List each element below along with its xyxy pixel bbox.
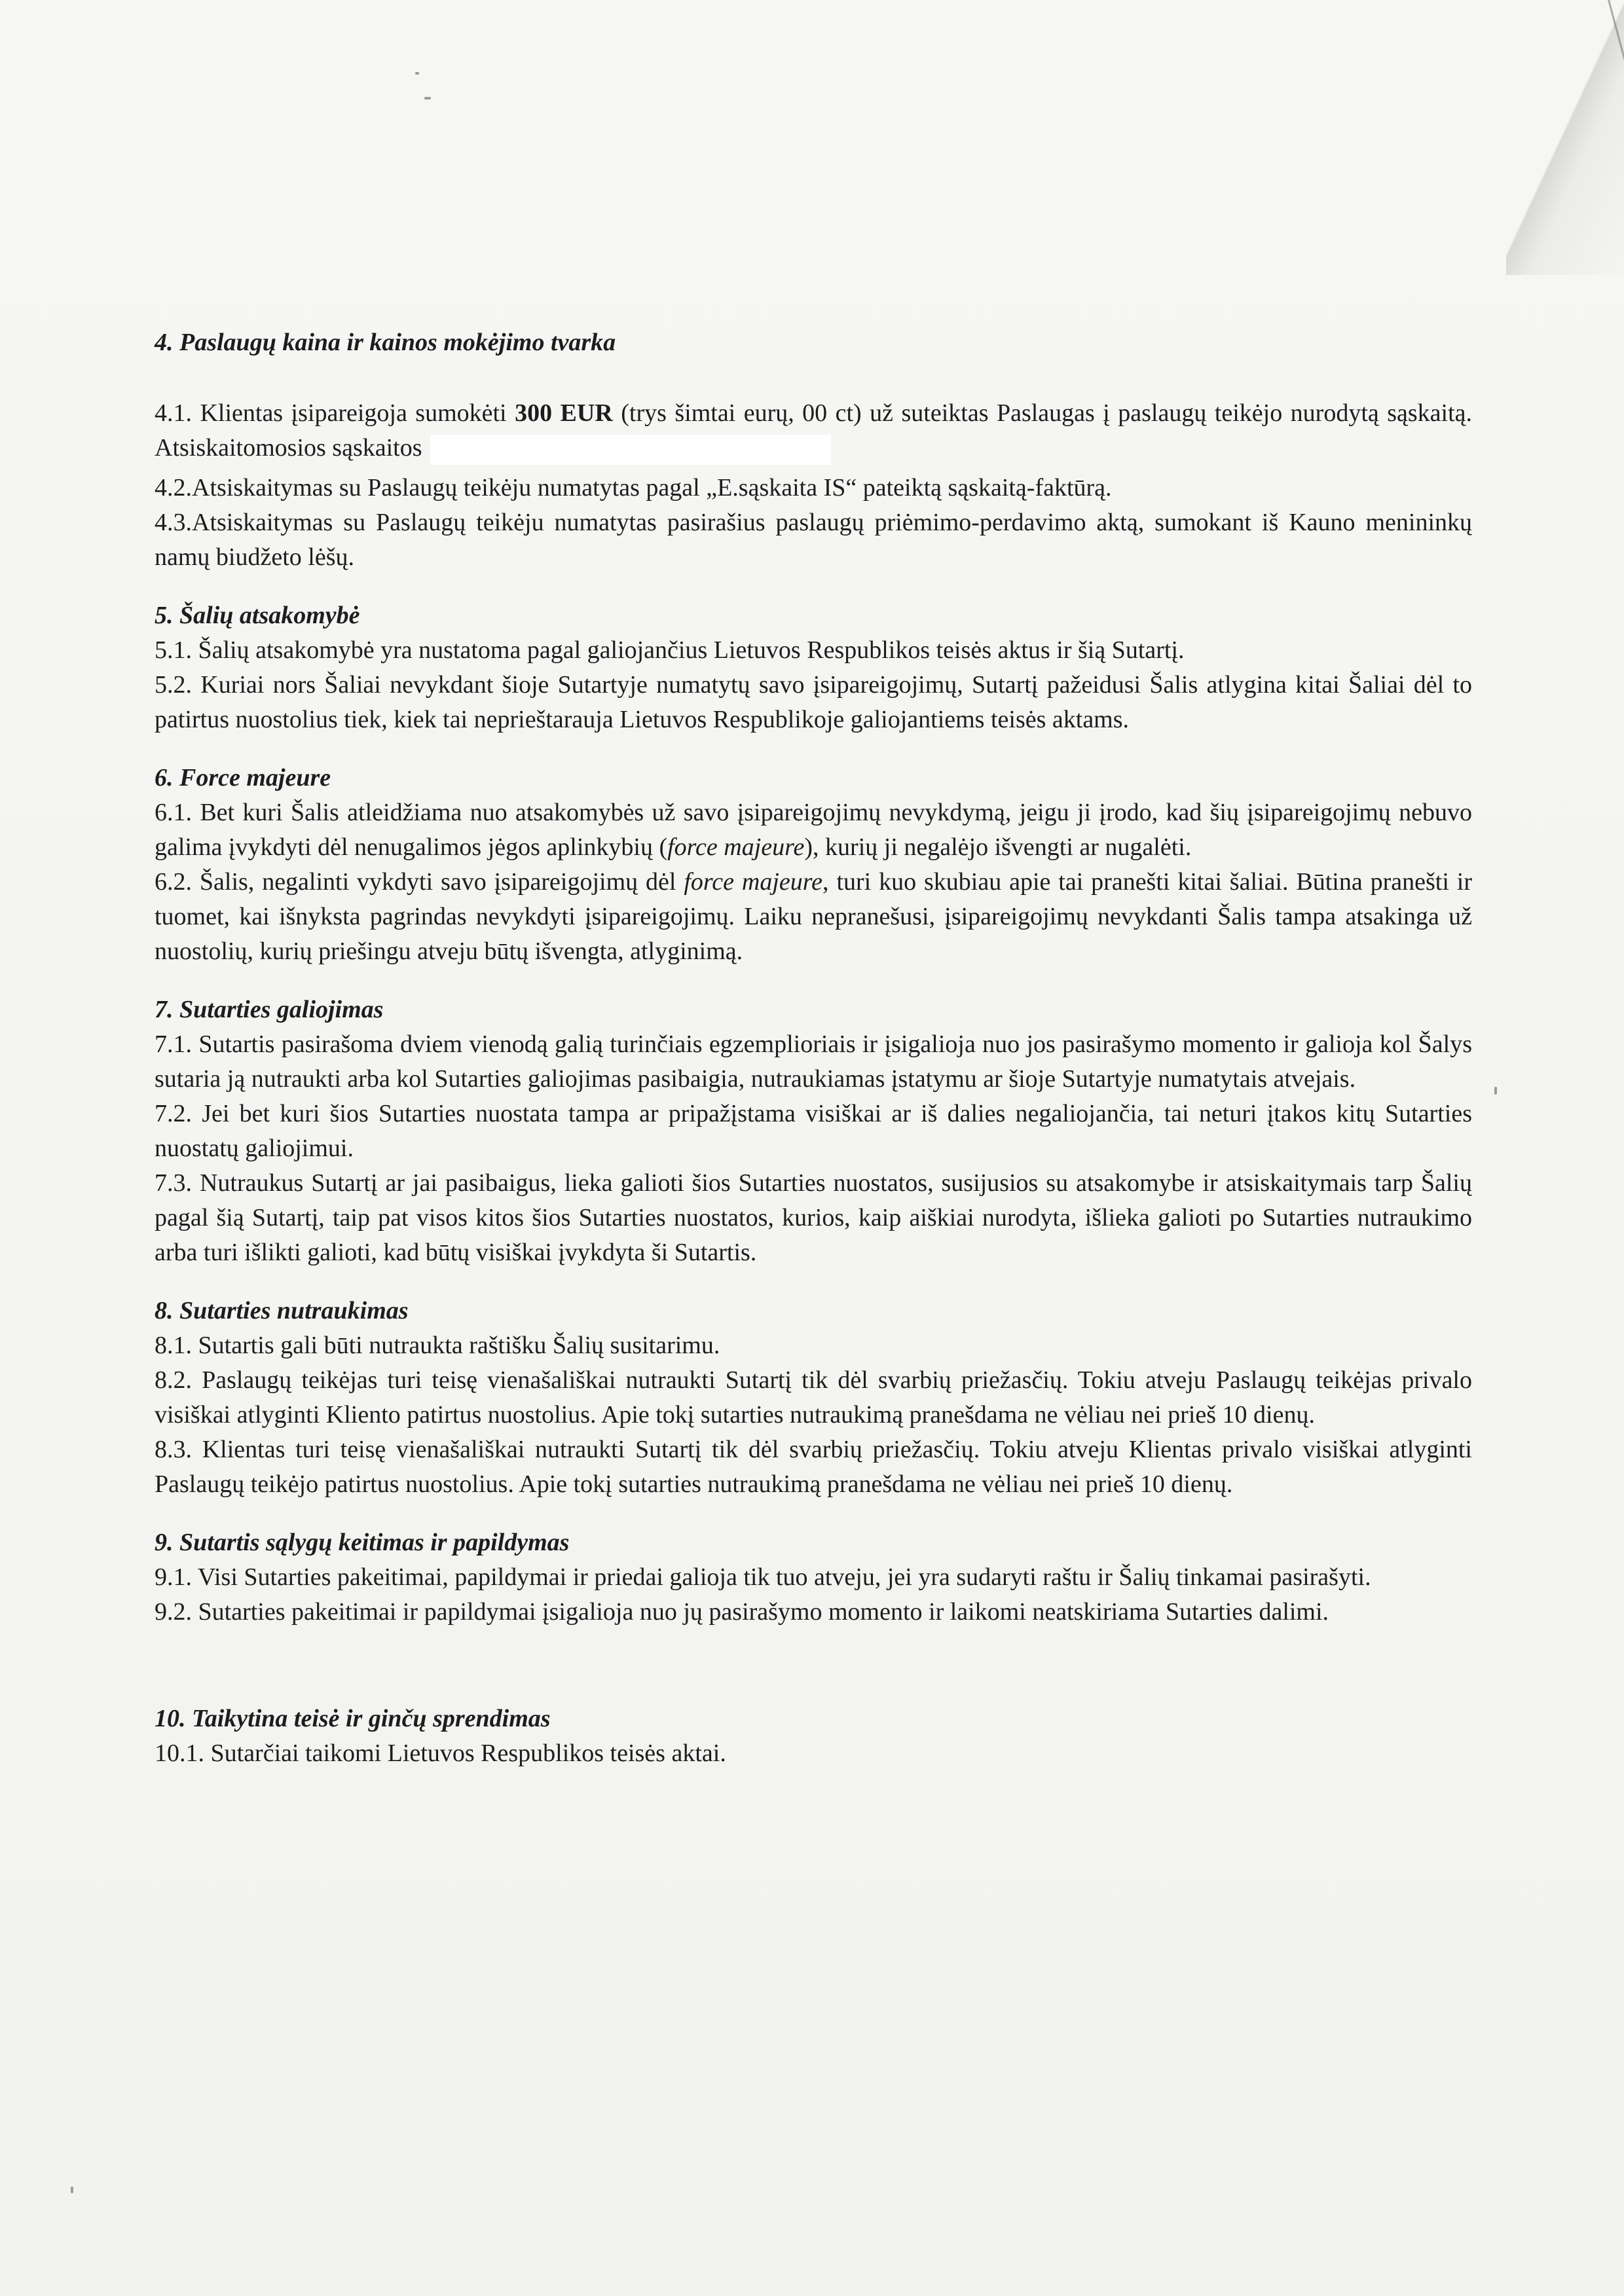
price-amount: 300 EUR — [515, 399, 613, 427]
clause-6-1: 6.1. Bet kuri Šalis atleidžiama nuo atsakomybės už savo įsipareigojimų nevykdymą, jeigu ji įrodo, kad šių įsipareigojimų nebuvo galima įvykdyti dėl nenugalimos jėgos aplinkybių (force majeure), kurių ji negalėjo išvengti ar nugalėti. — [155, 799, 1472, 861]
clause-7-1: 7.1. Sutartis pasirašoma dviem vienodą galią turinčiais egzemplioriais ir įsigalioja nuo jos pasirašymo momento ir galioja kol Šalys sutaria ją nutraukti arba kol Sutarties galiojimas pasibaigia, nutraukiamas įstatymu ar šioje Sutartyje numatytais atvejais. — [155, 1030, 1472, 1093]
section-6-heading: 6. Force majeure — [155, 764, 331, 792]
contract-body — [155, 325, 1472, 1771]
clause-7-2: 7.2. Jei bet kuri šios Sutarties nuostata tampa ar pripažįstama visiškai ar iš dalies negaliojančia, tai neturi įtakos kitų Sutarties nuostatų galiojimui. — [155, 1100, 1472, 1162]
clause-5-1: 5.1. Šalių atsakomybė yra nustatoma pagal galiojančius Lietuvos Respublikos teisės aktus ir šią Sutartį. — [155, 636, 1185, 664]
clause-9-2: 9.2. Sutarties pakeitimai ir papildymai įsigalioja nuo jų pasirašymo momento ir laikomi neatskiriama Sutarties dalimi. — [155, 1598, 1329, 1626]
clause-9-1: 9.1. Visi Sutarties pakeitimai, papildymai ir priedai galioja tik tuo atveju, jei yra sudaryti raštu ir Šalių tinkamai pasirašyti. — [155, 1563, 1371, 1591]
scan-speck — [424, 97, 431, 100]
section-10-heading: 10. Taikytina teisė ir ginčų sprendimas — [155, 1705, 551, 1732]
section-8-heading: 8. Sutarties nutraukimas — [155, 1297, 409, 1324]
scan-speck — [415, 72, 419, 75]
section-4-heading: 4. Paslaugų kaina ir kainos mokėjimo tvarka — [155, 329, 616, 356]
clause-6-2: 6.2. Šalis, negalinti vykdyti savo įsipareigojimų dėl force majeure, turi kuo skubiau apie tai pranešti kitai šaliai. Būtina pranešti ir tuomet, kai išnyksta pagrindas nevykdyti įsipareigojimų. Laiku nepranešusi, įsipareigojimų nevykdanti Šalis tampa atsakinga už nuostolių, kurių priešingu atveju būtų išvengta, atlyginimą. — [155, 868, 1473, 965]
clause-8-3: 8.3. Klientas turi teisę vienašališkai nutraukti Sutartį tik dėl svarbių priežasčių. Tokiu atveju Klientas privalo visiškai atlyginti Paslaugų teikėjo patirtus nuostolius. Apie tokį sutarties nutraukimą pranešdama ne vėliau nei prieš 10 dienų. — [155, 1436, 1472, 1498]
scan-speck — [71, 2187, 73, 2193]
section-7-heading: 7. Sutarties galiojimas — [155, 996, 384, 1023]
clause-8-2: 8.2. Paslaugų teikėjas turi teisę vienašališkai nutraukti Sutartį tik dėl svarbių priežasčių. Tokiu atveju Paslaugų teikėjas privalo visiškai atlyginti Kliento patirtus nuostolius. Apie tokį sutarties nutraukimą pranešdama ne vėliau nei prieš 10 dienų. — [155, 1366, 1472, 1429]
section-5-heading: 5. Šalių atsakomybė — [155, 602, 360, 629]
clause-7-3: 7.3. Nutraukus Sutartį ar jai pasibaigus, lieka galioti šios Sutarties nuostatos, susijusios su atsakomybe ir atsiskaitymais tarp Šalių pagal šią Sutartį, taip pat visos kitos šios Sutarties nuostatos, kurios, kaip aiškiai nurodyta, išlieka galioti po Sutarties nutraukimo arba turi išlikti galioti, kad būtų visiškai įvykdyta ši Sutartis. — [155, 1169, 1472, 1266]
clause-10-1: 10.1. Sutarčiai taikomi Lietuvos Respublikos teisės aktai. — [155, 1740, 726, 1767]
clause-8-1: 8.1. Sutartis gali būti nutraukta raštišku Šalių susitarimu. — [155, 1332, 720, 1359]
folded-corner — [1506, 0, 1624, 275]
clause-4-3: 4.3.Atsiskaitymas su Paslaugų teikėju numatytas pasirašius paslaugų priėmimo-perdavimo aktą, sumokant iš Kauno menininkų namų biudžeto lėšų. — [155, 509, 1472, 571]
redaction-box — [430, 435, 831, 465]
clause-5-2: 5.2. Kuriai nors Šaliai nevykdant šioje Sutartyje numatytų savo įsipareigojimų, Sutartį pažeidusi Šalis atlygina kitai Šaliai dėl to patirtus nuostolius tiek, kiek tai neprieštarauja Lietuvos Respublikoje galiojantiems teisės aktams. — [155, 671, 1472, 733]
clause-4-2: 4.2.Atsiskaitymas su Paslaugų teikėju numatytas pagal „E.sąskaita IS“ pateiktą sąskaitą-faktūrą. — [155, 474, 1112, 501]
clause-4-1: 4.1. Klientas įsipareigoja sumokėti 300 EUR (trys šimtai eurų, 00 ct) už suteiktas Paslaugas į paslaugų teikėjo nurodytą sąskaitą. Atsiskaitomosios sąskaitos — [155, 396, 1472, 465]
scan-speck — [1494, 1087, 1497, 1095]
section-9-heading: 9. Sutartis sąlygų keitimas ir papildymas — [155, 1529, 570, 1556]
